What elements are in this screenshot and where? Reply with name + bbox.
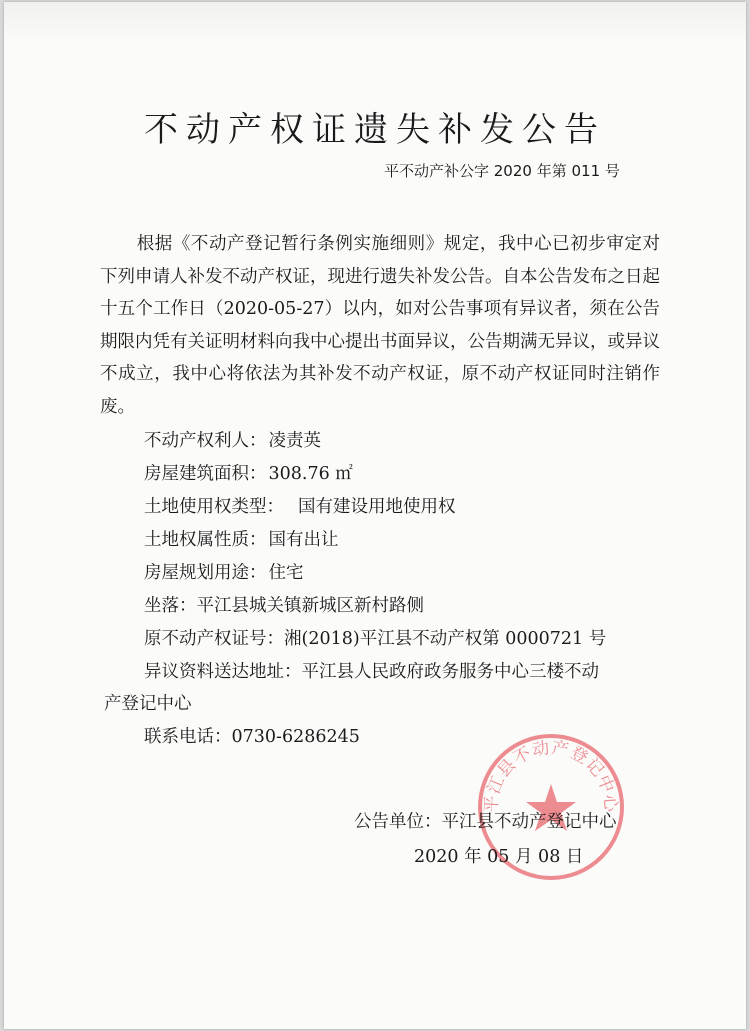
address-value: 平江县人民政府政务服务中心三楼不动 — [301, 662, 599, 682]
area-label: 房屋建筑面积： — [144, 464, 267, 484]
land-type-label: 土地使用权类型： — [144, 497, 284, 517]
area-value: 308.76 ㎡ — [268, 464, 353, 484]
certificate-value: 湘(2018)平江县不动产权第 0000721 号 — [284, 629, 607, 649]
field-location — [144, 592, 424, 617]
owner-label: 不动产权利人： — [144, 431, 267, 451]
address-continuation: 产登记中心 — [104, 694, 192, 714]
issue-date: 2020 年 05 月 08 日 — [414, 847, 584, 867]
field-land-nature — [144, 526, 339, 551]
certificate-label: 原不动产权证号： — [144, 629, 284, 649]
notice-title: 不动产权证遗失补发公告 — [144, 110, 606, 150]
field-address — [144, 658, 599, 683]
location-label: 坐落： — [144, 596, 197, 616]
scan-edge — [4, 2, 746, 42]
document-number: 平不动产补公字 2020 年第 011 号 — [384, 162, 620, 180]
notice-body: 根据《不动产登记暂行条例实施细则》规定，我中心已初步审定对下列申请人补发不动产权证，现进行遗失补发公告。自本公告发布之日起十五个工作日（2020-05-27）以内，如对公告事项有异议者，须在公告期限内凭有关证明材料向我中心提出书面异议，公告期满无异议，或异议不成立，我中心将依法为其补发不动产权证，原不动产权证同时注销作废。 — [100, 234, 660, 417]
phone-label: 联系电话： — [144, 727, 232, 747]
land-nature-label: 土地权属性质： — [144, 530, 267, 550]
field-land-type — [144, 493, 456, 518]
field-certificate — [144, 625, 606, 650]
phone-value: 0730-6286245 — [231, 727, 360, 747]
seal-text: 平江县不动产登记中心 — [481, 738, 621, 814]
field-usage — [144, 559, 304, 584]
field-owner — [144, 427, 321, 452]
owner-value: 凌责英 — [268, 431, 321, 451]
field-area — [144, 460, 353, 485]
issuing-organization: 公告单位：平江县不动产登记中心 — [354, 812, 617, 832]
document-page — [4, 2, 746, 1029]
field-phone — [144, 723, 360, 748]
address-label: 异议资料送达地址： — [144, 662, 302, 682]
location-value: 平江县城关镇新城区新村路侧 — [196, 596, 424, 616]
usage-value: 住宅 — [268, 563, 304, 583]
usage-label: 房屋规划用途： — [144, 563, 267, 583]
land-nature-value: 国有出让 — [268, 530, 339, 550]
land-type-value: 国有建设用地使用权 — [298, 497, 456, 517]
